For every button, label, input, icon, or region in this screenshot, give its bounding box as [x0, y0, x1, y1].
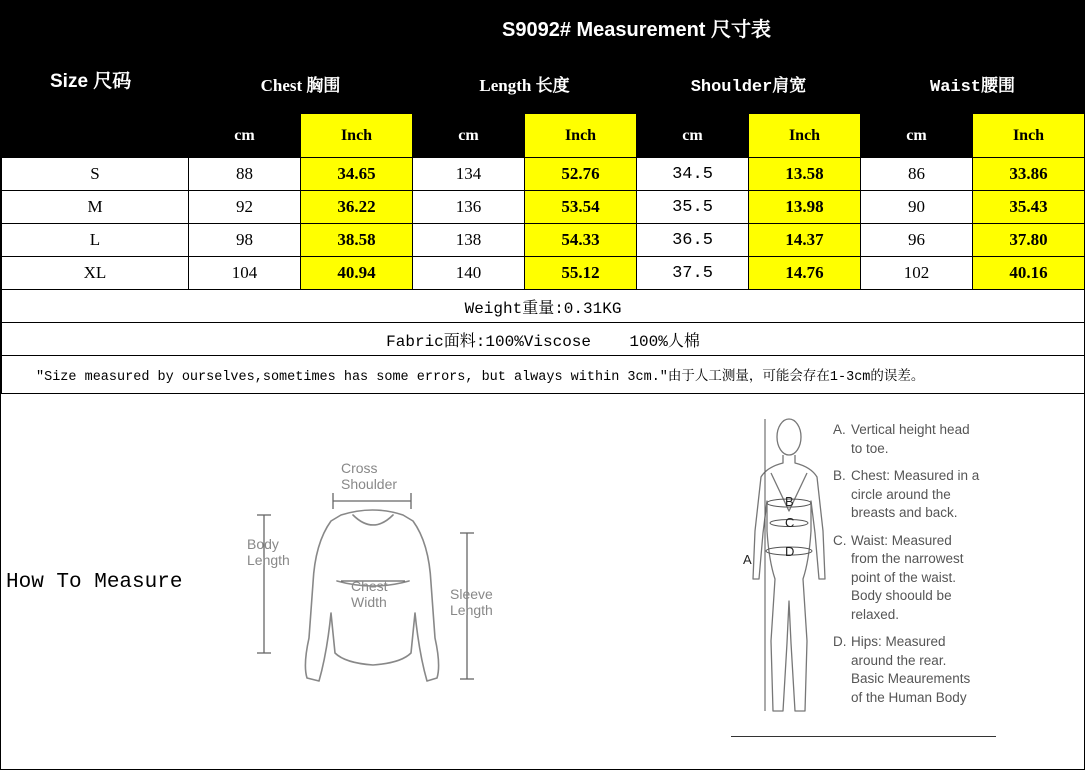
weight-info: Weight重量:0.31KG: [2, 290, 1085, 323]
value-cell-cm: 136: [413, 191, 525, 224]
figure-letter-d: D: [785, 544, 795, 559]
value-cell-inch: 40.94: [301, 257, 413, 290]
chart-title: S9092# Measurement 尺寸表: [189, 2, 1085, 54]
value-cell-cm: 90: [861, 191, 973, 224]
value-cell-cm: 102: [861, 257, 973, 290]
unit-header-cm: cm: [861, 114, 973, 158]
body-length-label-1: Body: [247, 536, 279, 552]
value-cell-inch: 14.37: [749, 224, 861, 257]
size-row: [2, 257, 1085, 290]
value-cell-inch: 34.65: [301, 158, 413, 191]
size-column-header: Size 尺码: [2, 2, 189, 158]
value-cell-cm: 86: [861, 158, 973, 191]
value-cell-cm: 35.5: [637, 191, 749, 224]
value-cell-inch: 55.12: [525, 257, 637, 290]
size-cell: L: [2, 224, 189, 257]
size-cell: XL: [2, 257, 189, 290]
legend-item-a: A. Vertical height head to toe.: [833, 422, 970, 456]
how-to-measure-label: How To Measure: [6, 571, 183, 594]
figure-head: [777, 419, 801, 455]
value-cell-cm: 88: [189, 158, 301, 191]
body-length-label-2: Length: [247, 552, 290, 568]
value-cell-cm: 140: [413, 257, 525, 290]
value-cell-cm: 37.5: [637, 257, 749, 290]
size-cell: S: [2, 158, 189, 191]
figure-letter-a: A: [743, 552, 752, 567]
size-row: [2, 158, 1085, 191]
value-cell-inch: 52.76: [525, 158, 637, 191]
unit-header-cm: cm: [637, 114, 749, 158]
legend-item-c: C. Waist: Measured from the narrowest point of the waist. Body shoould be relaxed.: [833, 532, 964, 622]
unit-header-cm: cm: [413, 114, 525, 158]
group-header-shoulder: Shoulder肩宽: [637, 54, 861, 114]
unit-header-inch: Inch: [301, 114, 413, 158]
size-cell: M: [2, 191, 189, 224]
value-cell-cm: 98: [189, 224, 301, 257]
sweater-neckline: [353, 515, 393, 525]
fabric-info: Fabric面料:100%Viscose 100%人棉: [2, 323, 1085, 356]
value-cell-inch: 40.16: [973, 257, 1085, 290]
chest-width-label-1: Chest: [351, 578, 388, 594]
value-cell-inch: 53.54: [525, 191, 637, 224]
value-cell-cm: 96: [861, 224, 973, 257]
unit-header-cm: cm: [189, 114, 301, 158]
chest-width-label-2: Width: [351, 594, 387, 610]
value-cell-inch: 33.86: [973, 158, 1085, 191]
value-cell-cm: 34.5: [637, 158, 749, 191]
legend-item-d: D. Hips: Measured around the rear. Basic Meaurements of the Human Body: [833, 634, 971, 705]
size-row: [2, 191, 1085, 224]
value-cell-inch: 36.22: [301, 191, 413, 224]
value-cell-inch: 14.76: [749, 257, 861, 290]
value-cell-cm: 134: [413, 158, 525, 191]
unit-header-inch: Inch: [525, 114, 637, 158]
value-cell-inch: 54.33: [525, 224, 637, 257]
unit-header-inch: Inch: [749, 114, 861, 158]
size-row: [2, 224, 1085, 257]
value-cell-inch: 37.80: [973, 224, 1085, 257]
figure-letter-b: B: [785, 494, 794, 509]
legend-item-b: B. Chest: Measured in a circle around the breasts and back.: [833, 468, 980, 520]
unit-header-inch: Inch: [973, 114, 1085, 158]
legend-underline: [731, 736, 996, 737]
sleeve-length-label-2: Length: [450, 602, 493, 618]
sleeve-length-label-1: Sleeve: [450, 586, 493, 602]
value-cell-cm: 36.5: [637, 224, 749, 257]
value-cell-inch: 13.98: [749, 191, 861, 224]
value-cell-inch: 13.58: [749, 158, 861, 191]
value-cell-cm: 138: [413, 224, 525, 257]
group-header-waist: Waist腰围: [861, 54, 1085, 114]
group-header-chest: Chest 胸围: [189, 54, 413, 114]
cross-shoulder-label-2: Shoulder: [341, 476, 398, 492]
garment-measure-diagram: [241, 453, 506, 693]
measurement-note: "Size measured by ourselves,sometimes has some errors, but always within 3cm."由于人工测量，可能会存在1-3cm的误差。: [2, 356, 1085, 394]
group-header-length: Length 长度: [413, 54, 637, 114]
value-cell-cm: 104: [189, 257, 301, 290]
size-table: [1, 1, 1085, 394]
value-cell-inch: 35.43: [973, 191, 1085, 224]
measurement-legend: [833, 421, 1003, 716]
cross-shoulder-label-1: Cross: [341, 460, 378, 476]
value-cell-inch: 38.58: [301, 224, 413, 257]
body-measure-figure: [731, 411, 831, 741]
figure-letter-c: C: [785, 515, 795, 530]
value-cell-cm: 92: [189, 191, 301, 224]
